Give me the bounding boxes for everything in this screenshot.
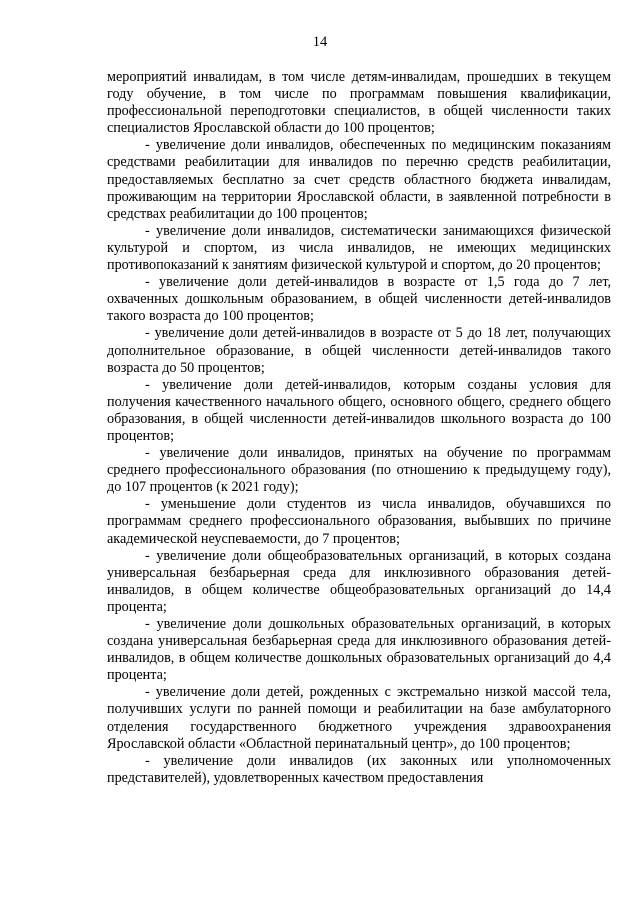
page-number: 14 — [312, 34, 328, 50]
document-body — [107, 69, 611, 787]
list-item: - увеличение доли инвалидов (их законных или уполномоченных представителей), удовлетворенных качеством предоставления — [107, 752, 611, 786]
list-item: - увеличение доли инвалидов, систематически занимающихся физической культурой и спортом, из числа инвалидов, не имеющих медицинских противопоказаний к занятиям физической культурой и спортом, до 20 процентов; — [107, 222, 611, 274]
paragraph: мероприятий инвалидам, в том числе детям-инвалидам, прошедших в текущем году обучение, в том числе по программам повышения квалификации, профессиональной переподготовки специалистов, в общей численности таких специалистов Ярославской области до 100 процентов; — [107, 69, 611, 137]
list-item: - увеличение доли инвалидов, обеспеченных по медицинским показаниям средствами реабилитации для инвалидов по перечню средств реабилитации, предоставляемых бесплатно за счет средств областного бюджета инвалидам, проживающим на территории Ярославской области, в заявленной потребности в средствах реабилитации до 100 процентов; — [107, 137, 611, 222]
list-item: - увеличение доли общеобразовательных организаций, в которых создана универсальная безбарьерная среда для инклюзивного образования детей-инвалидов, в общем количестве общеобразовательных организаций до 14,4 процента; — [107, 547, 611, 615]
list-item: - увеличение доли детей-инвалидов, которым созданы условия для получения качественного начального общего, основного общего, среднего общего образования, в общей численности детей-инвалидов школьного возраста до 100 процентов; — [107, 376, 611, 444]
list-item: - увеличение доли детей-инвалидов в возрасте от 1,5 года до 7 лет, охваченных дошкольным образованием, в общей численности детей-инвалидов такого возраста до 100 процентов; — [107, 274, 611, 325]
list-item: - уменьшение доли студентов из числа инвалидов, обучавшихся по программам среднего профессионального образования, выбывших по причине академической неуспеваемости, до 7 процентов; — [107, 496, 611, 547]
list-item: - увеличение доли детей, рожденных с экстремально низкой массой тела, получивших услуги по ранней помощи и реабилитации на базе амбулаторного отделения государственного бюджетного учреждения здравоохранения Ярославской области «Областной перинатальный центр», до 100 процентов; — [107, 684, 611, 752]
list-item: - увеличение доли инвалидов, принятых на обучение по программам среднего профессионального образования (по отношению к предыдущему году), до 107 процентов (к 2021 году); — [107, 445, 611, 496]
list-item: - увеличение доли дошкольных образовательных организаций, в которых создана универсальная безбарьерная среда для инклюзивного образования детей-инвалидов, в общем количестве дошкольных образовательных организаций до 4,4 процента; — [107, 616, 611, 684]
list-item: - увеличение доли детей-инвалидов в возрасте от 5 до 18 лет, получающих дополнительное образование, в общей численности детей-инвалидов такого возраста до 50 процентов; — [107, 325, 611, 376]
